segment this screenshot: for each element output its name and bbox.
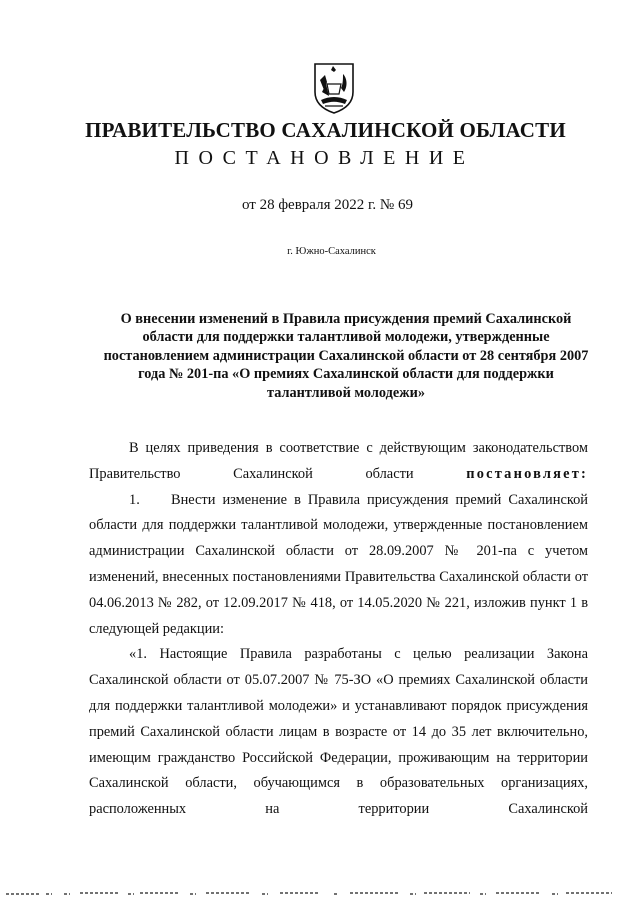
quoted-rule-text: «1. Настоящие Правила разработаны с целью реализации Закона Сахалинской области от 05.07.2007 № 75-ЗО «О премиях Сахалинской области для поддержки талантливой молодежи» и устанавливают порядок присуждения премий Сахалинской области лицам в возрасте от 14 до 35 лет включительно, имеющим гражданство Российской Федерации, проживающим на территории Сахалинской области, обучающимся в образовательных организациях, расположенных на территории Сахалинской <box>89 646 588 818</box>
document-body <box>89 436 588 823</box>
document-type: ПОСТАНОВЛЕНИЕ <box>174 147 475 169</box>
document-title: О внесении изменений в Правила присуждения премий Сахалинской области для поддержки талантливой молодежи, утвержденные постановлением администрации Сахалинской области от 28 сентября 2007 года № 201-па «О премиях Сахалинской области для поддержки талантливой молодежи» <box>103 311 589 401</box>
item-1-paragraph <box>89 488 588 643</box>
preamble-keyword: постановляет: <box>466 465 588 482</box>
quoted-rule-paragraph <box>89 642 588 823</box>
preamble-text: В целях приведения в соответствие с действующим законодательством Правительство Сахалинской области <box>89 440 588 482</box>
document-city: г. Южно-Сахалинск <box>287 246 376 257</box>
item-1-text: Внести изменение в Правила присуждения премий Сахалинской области для поддержки талантливой молодежи, утвержденные постановлением администрации Сахалинской области от 28.09.2007 № 201-па с учетом изменений, внесенных постановлениями Правительства Сахалинской области от 04.06.2013 № 282, от 12.09.2017 № 418, от 14.05.2020 № 221, изложив пункт 1 в следующей редакции: <box>89 491 588 637</box>
preamble-paragraph <box>89 436 588 488</box>
document-date-number: от 28 февраля 2022 г. № 69 <box>241 197 413 213</box>
organization-name: ПРАВИТЕЛЬСТВО САХАЛИНСКОЙ ОБЛАСТИ <box>85 118 566 142</box>
item-1-number: 1. <box>129 491 140 508</box>
scan-artifact-line <box>0 888 633 900</box>
sakhalin-coat-of-arms-icon <box>311 62 357 114</box>
